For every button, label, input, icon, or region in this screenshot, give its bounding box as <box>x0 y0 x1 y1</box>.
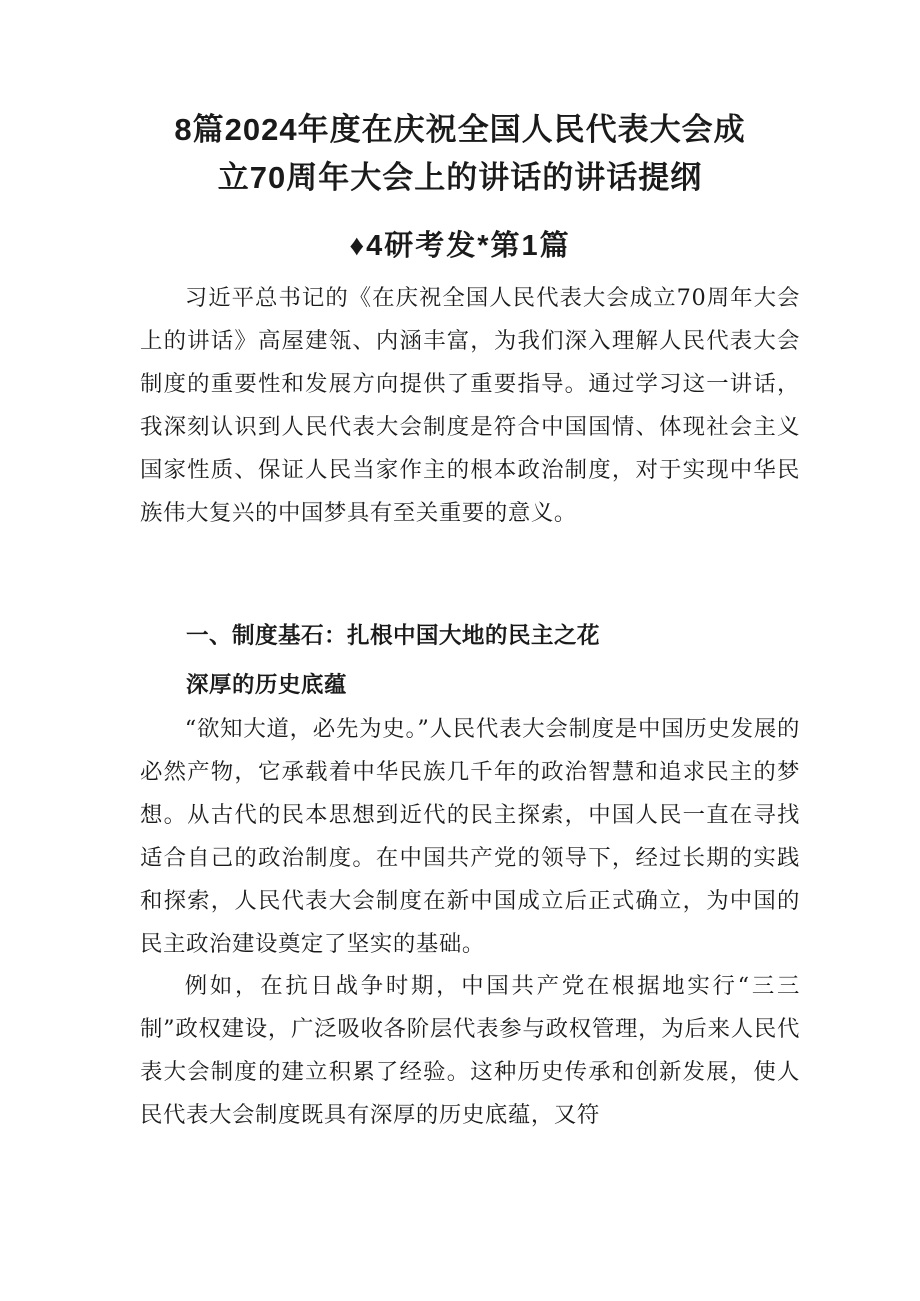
document-subtitle: ♦4研考发*第1篇 <box>349 230 571 262</box>
example-paragraph: 例如，在抗日战争时期，中国共产党在根据地实行“三三制”政权建设，广泛吸收各阶层代表参与政权管理，为后来人民代表大会制度的建立积累了经验。这种历史传承和创新发展，使人民代表大会制度既具有深厚的历史底蕴，又符 <box>140 973 800 1129</box>
section-heading: 一、制度基石：扎根中国大地的民主之花 <box>186 623 600 648</box>
document-title-line-2: 立70周年大会上的讲话的讲话提纲 <box>217 160 703 195</box>
document-title-line-1: 8篇2024年度在庆祝全国人民代表大会成 <box>174 112 746 147</box>
sub-heading: 深厚的历史底蕴 <box>186 672 347 698</box>
history-paragraph: “欲知大道，必先为史。”人民代表大会制度是中国历史发展的必然产物，它承载着中华民族几千年的政治智慧和追求民主的梦想。从古代的民本思想到近代的民主探索，中国人民一直在寻找适合自己的政治制度。在中国共产党的领导下，经过长期的实践和探索，人民代表大会制度在新中国成立后正式确立，为中国的民主政治建设奠定了坚实的基础。 <box>140 716 800 958</box>
intro-paragraph: 习近平总书记的《在庆祝全国人民代表大会成立70周年大会上的讲话》高屋建瓴、内涵丰富，为我们深入理解人民代表大会制度的重要性和发展方向提供了重要指导。通过学习这一讲话，我深刻认识到人民代表大会制度是符合中国国情、体现社会主义国家性质、保证人民当家作主的根本政治制度，对于实现中华民族伟大复兴的中国梦具有至关重要的意义。 <box>140 285 800 527</box>
